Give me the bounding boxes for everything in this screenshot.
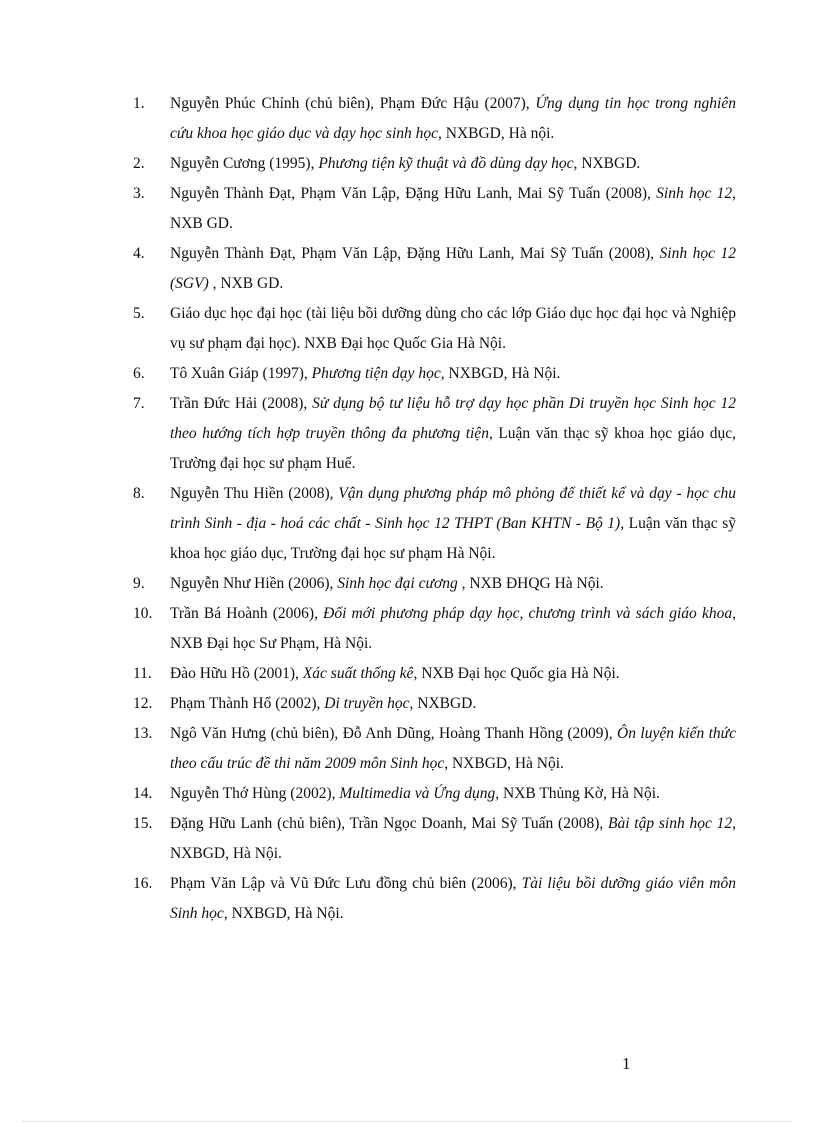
reference-title: Tài liệu bồi dưỡng giáo viên môn Sinh học: [170, 875, 736, 922]
reference-list: [0, 89, 816, 929]
reference-number: 8.: [133, 485, 145, 502]
reference-publisher: NXB Đại học Sư Phạm, Hà Nội.: [170, 635, 373, 652]
reference-number: 4.: [133, 245, 145, 262]
reference-publisher: , NXBGD.: [409, 695, 477, 712]
reference-text: [170, 599, 736, 659]
reference-text: [170, 179, 736, 239]
reference-authors: Trần Bá Hoành (2006),: [170, 605, 324, 622]
reference-number: 14.: [133, 785, 153, 802]
reference-text: [170, 149, 736, 179]
reference-authors: Nguyễn Thành Đạt, Phạm Văn Lập, Đặng Hữu Lanh, Mai Sỹ Tuấn (2008),: [170, 245, 660, 262]
reference-authors: Giáo dục học đại học (tài liệu bồi dưỡng dùng cho các lớp Giáo dục học đại học và Nghiệp vụ sư phạm đại học). NXB Đại học Quốc Gia Hà Nội.: [170, 305, 736, 352]
reference-text: [170, 389, 736, 479]
reference-authors: Nguyễn Thu Hiền (2008),: [170, 485, 339, 502]
reference-text: [170, 479, 736, 569]
reference-item: [0, 479, 816, 569]
reference-text: [170, 719, 736, 779]
reference-authors: Đào Hữu Hồ (2001),: [170, 665, 303, 682]
reference-publisher: , NXB GD.: [170, 185, 737, 232]
reference-text: [170, 659, 736, 689]
reference-number: 1.: [133, 95, 145, 112]
reference-authors: Nguyễn Cương (1995),: [170, 155, 319, 172]
reference-publisher: , NXBGD, Hà Nội.: [440, 365, 561, 382]
reference-text: [170, 299, 736, 359]
reference-title: Multimedia và Ứng dụng: [339, 785, 496, 802]
page-bottom-divider: [22, 1121, 794, 1122]
reference-publisher: Luận văn thạc sỹ khoa học giáo dục, Trường đại học sư phạm Hà Nội.: [170, 515, 736, 562]
reference-authors: Trần Đức Hải (2008),: [170, 395, 313, 412]
reference-title: Ôn luyện kiến thức theo cấu trúc đề thi năm 2009 môn Sinh học: [170, 725, 737, 772]
reference-item: [0, 599, 816, 659]
reference-publisher: , NXBGD, Hà Nội.: [444, 755, 564, 772]
reference-authors: Nguyễn Như Hiền (2006),: [170, 575, 338, 592]
reference-text: [170, 359, 736, 389]
reference-text: [170, 809, 736, 869]
reference-title: Sinh học 12: [656, 185, 733, 202]
reference-authors: Phạm Thành Hổ (2002),: [170, 695, 325, 712]
reference-title: Ứng dụng tin học trong nghiên cứu khoa học giáo dục và dạy học sinh học: [170, 95, 736, 142]
reference-publisher: , NXB Thủng Kờ, Hà Nội.: [495, 785, 660, 802]
reference-number: 15.: [133, 815, 153, 832]
reference-title: Vận dụng phương pháp mô phỏng để thiết kế và dạy - học chu trình Sinh - địa - hoá các chất - Sinh học 12 THPT (Ban KHTN - Bộ 1),: [170, 485, 736, 532]
reference-title: Sử dụng bộ tư liệu hỗ trợ dạy học phần Di truyền học Sinh học 12 theo hướng tích hợp truyền thông đa phương tiện,: [170, 395, 736, 442]
reference-number: 11.: [133, 665, 152, 682]
reference-publisher: , NXBGD, Hà Nội.: [223, 905, 344, 922]
reference-item: [0, 239, 816, 299]
reference-item: [0, 689, 816, 719]
reference-title: Bài tập sinh học 12: [608, 815, 733, 832]
reference-authors: Phạm Văn Lập và Vũ Đức Lưu đồng chủ biên (2006),: [170, 875, 522, 892]
reference-publisher: Luận văn thạc sỹ khoa học giáo dục, Trường đại học sư phạm Huế.: [170, 425, 736, 472]
reference-publisher: , NXB Đại học Quốc gia Hà Nội.: [413, 665, 620, 682]
reference-item: [0, 299, 816, 359]
reference-authors: Nguyễn Thớ Hùng (2002),: [170, 785, 340, 802]
reference-item: [0, 89, 816, 149]
reference-item: [0, 569, 816, 599]
reference-number: 2.: [133, 155, 145, 172]
reference-title: Sinh học đại cương: [337, 575, 458, 592]
reference-publisher: , NXBGD, Hà nội.: [438, 125, 555, 142]
reference-number: 12.: [133, 695, 153, 712]
reference-publisher: , NXBGD, Hà Nội.: [170, 815, 736, 862]
reference-item: [0, 149, 816, 179]
reference-title: Sinh học 12 (SGV): [170, 245, 737, 292]
reference-item: [0, 719, 816, 779]
reference-number: 13.: [133, 725, 153, 742]
reference-number: 5.: [133, 305, 145, 322]
reference-title: Di truyền học: [324, 695, 410, 712]
reference-text: [170, 89, 736, 149]
reference-publisher: , NXB ĐHQG Hà Nội.: [457, 575, 604, 592]
reference-authors: Đặng Hữu Lanh (chủ biên), Trần Ngọc Doanh, Mai Sỹ Tuấn (2008),: [170, 815, 608, 832]
reference-text: [170, 239, 736, 299]
reference-publisher: , NXBGD.: [573, 155, 641, 172]
reference-item: [0, 389, 816, 479]
reference-item: [0, 179, 816, 239]
reference-text: [170, 869, 736, 929]
reference-item: [0, 809, 816, 869]
reference-item: [0, 659, 816, 689]
reference-number: 7.: [133, 395, 145, 412]
reference-item: [0, 779, 816, 809]
reference-number: 9.: [133, 575, 145, 592]
reference-title: Đổi mới phương pháp dạy học, chương trình và sách giáo khoa,: [323, 605, 736, 622]
reference-authors: Nguyễn Thành Đạt, Phạm Văn Lập, Đặng Hữu Lanh, Mai Sỹ Tuấn (2008),: [170, 185, 657, 202]
reference-number: 6.: [133, 365, 145, 382]
reference-authors: Tô Xuân Giáp (1997),: [170, 365, 312, 382]
reference-number: 3.: [133, 185, 145, 202]
reference-item: [0, 869, 816, 929]
reference-number: 16.: [133, 875, 153, 892]
page-number: 1: [622, 1054, 631, 1073]
reference-text: [170, 689, 736, 719]
reference-publisher: , NXB GD.: [208, 275, 284, 292]
reference-text: [170, 569, 736, 599]
reference-authors: Nguyễn Phúc Chỉnh (chủ biên), Phạm Đức Hậu (2007),: [170, 95, 536, 112]
reference-title: Phương tiện kỹ thuật và đồ dùng dạy học: [318, 155, 574, 172]
reference-title: Xác suất thống kê: [302, 665, 414, 682]
reference-authors: Ngô Văn Hưng (chủ biên), Đỗ Anh Dũng, Hoàng Thanh Hồng (2009),: [170, 725, 618, 742]
reference-number: 10.: [133, 605, 153, 622]
reference-title: Phương tiện dạy học: [311, 365, 441, 382]
reference-text: [170, 779, 736, 809]
reference-item: [0, 359, 816, 389]
